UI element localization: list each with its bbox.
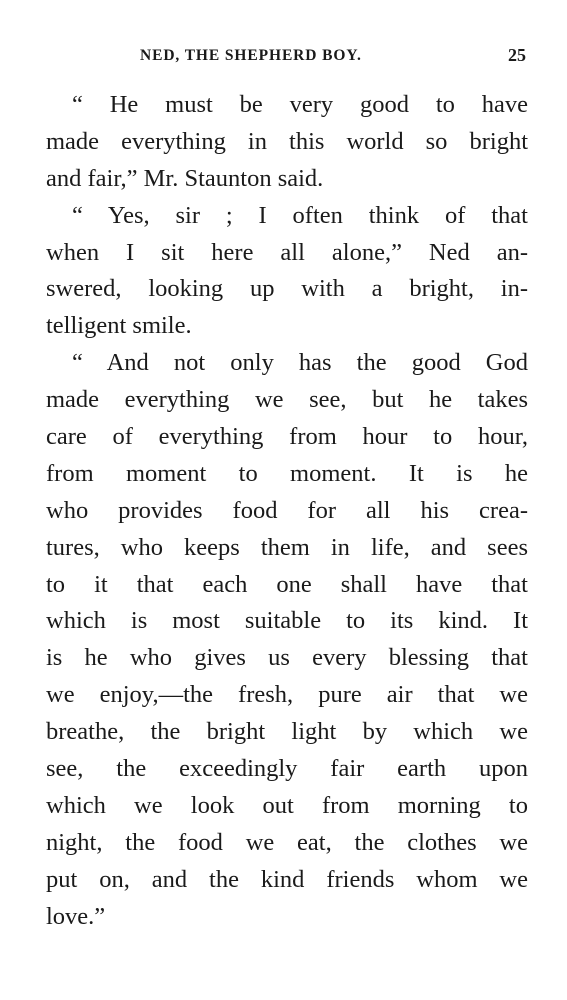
text-line: made everything we see, but he takes [46,386,528,414]
text-line: we enjoy,—the fresh, pure air that we [46,681,528,709]
running-head-title: NED, THE SHEPHERD BOY. [140,47,362,64]
paragraph-3 [46,345,528,935]
text-line: care of everything from hour to hour, [46,423,528,451]
text-line: telligent smile. [46,312,192,340]
paragraph-2 [46,198,528,346]
text-line: put on, and the kind friends whom we [46,865,528,893]
text-line: “ Yes, sir ; I often think of that [72,201,528,229]
text-line: swered, looking up with a bright, in- [46,275,528,303]
text-line: which is most suitable to its kind. It [46,607,528,635]
text-line: night, the food we eat, the clothes we [46,828,528,856]
text-line: love.” [46,902,106,930]
text-line: from moment to moment. It is he [46,459,528,487]
paragraph-1 [46,87,528,198]
text-line: breathe, the bright light by which we [46,718,528,746]
text-line: to it that each one shall have that [46,570,528,598]
text-line: see, the exceedingly fair earth upon [46,755,528,783]
text-line: and fair,” Mr. Staunton said. [46,164,324,192]
text-line: tures, who keeps them in life, and sees [46,533,528,561]
text-line: which we look out from morning to [46,791,528,819]
page-number: 25 [508,45,526,65]
text-line: made everything in this world so bright [46,127,528,155]
text-line: when I sit here all alone,” Ned an- [46,238,528,266]
running-head [46,43,526,71]
text-line: is he who gives us every blessing that [46,644,528,672]
text-line: “ And not only has the good God [72,349,528,377]
text-line: who provides food for all his crea- [46,496,528,524]
text-body [46,87,528,935]
text-line: “ He must be very good to have [72,91,528,118]
